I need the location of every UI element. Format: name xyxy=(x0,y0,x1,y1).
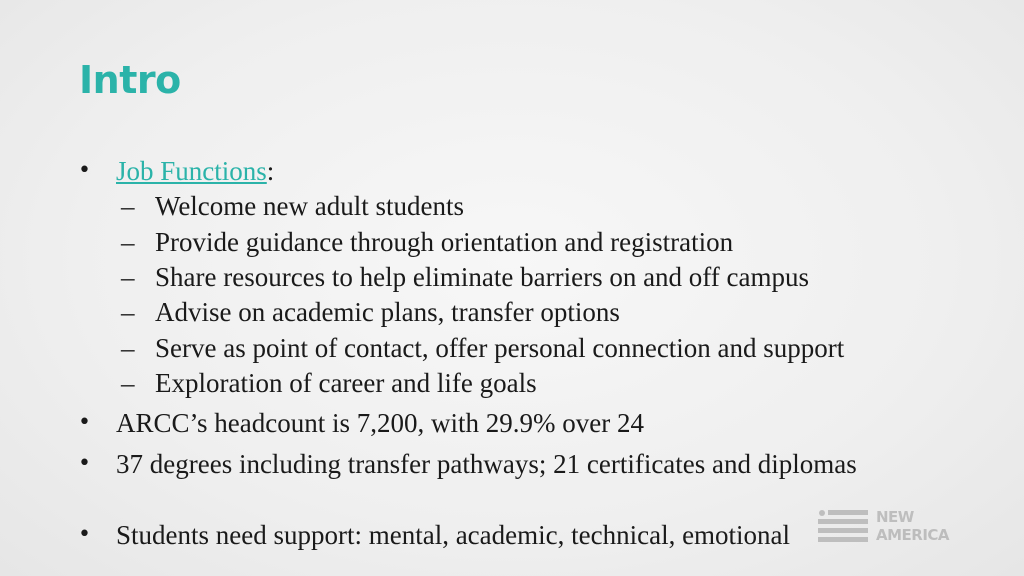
bullet-dot-icon: • xyxy=(78,158,91,183)
job-functions-link[interactable]: Job Functions xyxy=(116,156,267,186)
logo-mark-icon xyxy=(818,508,870,544)
bullet-dot-icon: • xyxy=(78,410,91,435)
dash-icon: – xyxy=(121,262,135,292)
headcount-text: ARCC’s headcount is 7,200, with 29.9% over 24 xyxy=(116,408,644,438)
sub-item-text: Exploration of career and life goals xyxy=(155,368,537,398)
sub-item xyxy=(121,262,810,292)
sub-item-text: Serve as point of contact, offer personal connection and support xyxy=(155,333,845,363)
bullet-dot-icon: • xyxy=(78,451,91,476)
support-text: Students need support: mental, academic, technical, emotional xyxy=(116,520,791,550)
sub-item xyxy=(121,368,537,398)
bullet-dot-icon: • xyxy=(78,522,91,547)
new-america-logo xyxy=(818,506,958,546)
bullet-degrees xyxy=(78,449,876,479)
dash-icon: – xyxy=(121,333,135,363)
sub-item xyxy=(121,297,620,327)
degrees-text: 37 degrees including transfer pathways; 21 certificates and diplomas xyxy=(116,449,857,479)
sub-item-text: Advise on academic plans, transfer options xyxy=(155,297,620,327)
slide-title: Intro xyxy=(79,58,181,102)
job-functions-colon: : xyxy=(266,156,275,186)
sub-item-text: Provide guidance through orientation and registration xyxy=(155,227,734,257)
dash-icon: – xyxy=(121,227,135,257)
sub-item-text: Welcome new adult students xyxy=(155,191,464,221)
bullet-support xyxy=(78,520,916,550)
dash-icon: – xyxy=(121,191,135,221)
logo-text-america: AMERICA xyxy=(876,526,950,544)
sub-item xyxy=(121,191,464,221)
sub-item xyxy=(121,227,734,257)
bullet-headcount xyxy=(78,408,876,438)
sub-item xyxy=(121,333,845,363)
bullet-job-functions xyxy=(78,156,876,186)
logo-text-new: NEW xyxy=(876,508,914,526)
dash-icon: – xyxy=(121,297,135,327)
sub-item-text: Share resources to help eliminate barriers on and off campus xyxy=(155,262,810,292)
dash-icon: – xyxy=(121,368,135,398)
